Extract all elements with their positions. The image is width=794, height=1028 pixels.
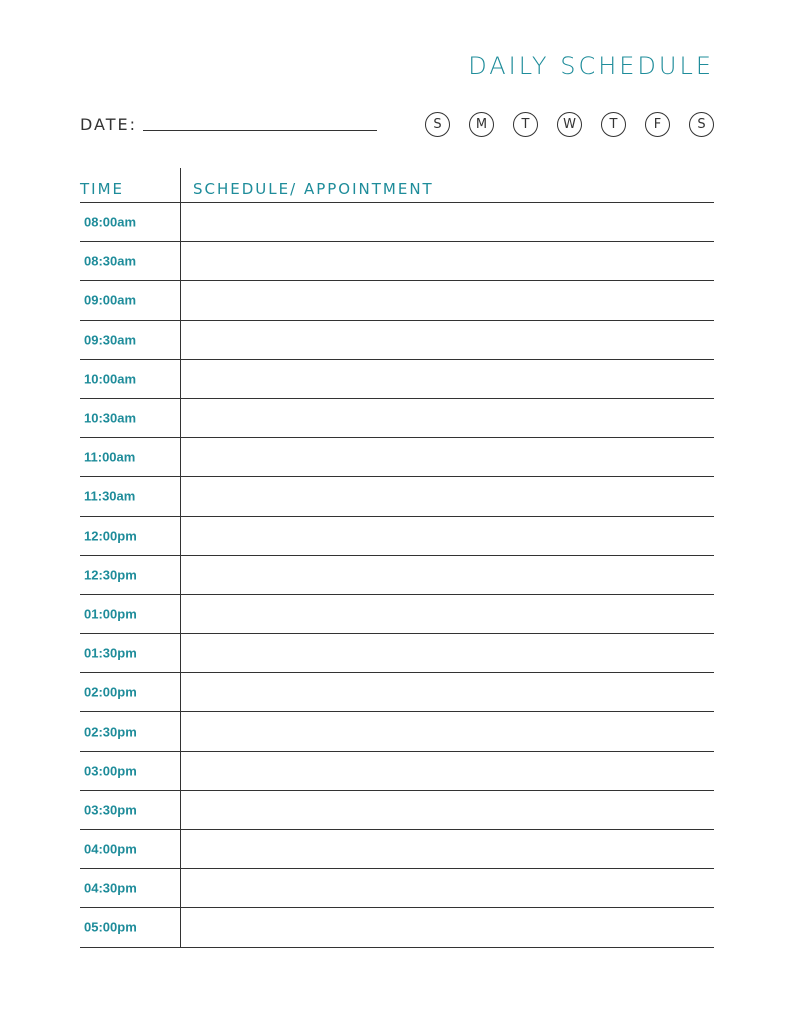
- table-row: [80, 477, 714, 516]
- time-slot-label: 01:30pm: [84, 645, 137, 661]
- date-row: [80, 112, 714, 142]
- appointment-cell[interactable]: [181, 477, 714, 515]
- day-circle-tuesday[interactable]: T: [513, 112, 538, 137]
- date-label: DATE:: [80, 115, 138, 134]
- day-circle-sunday[interactable]: S: [425, 112, 450, 137]
- table-row: [80, 556, 714, 595]
- day-circle-wednesday[interactable]: W: [557, 112, 582, 137]
- appointment-cell[interactable]: [181, 830, 714, 868]
- appointment-cell[interactable]: [181, 595, 714, 633]
- header-time: TIME: [80, 180, 125, 198]
- table-row: [80, 203, 714, 242]
- appointment-cell[interactable]: [181, 399, 714, 437]
- time-slot-label: 01:00pm: [84, 606, 137, 622]
- table-row: [80, 830, 714, 869]
- time-slot-label: 02:00pm: [84, 684, 137, 700]
- time-slot-label: 11:00am: [84, 449, 136, 465]
- day-circle-friday[interactable]: F: [645, 112, 670, 137]
- time-slot-label: 10:00am: [84, 371, 137, 387]
- table-row: [80, 438, 714, 477]
- appointment-cell[interactable]: [181, 321, 714, 359]
- time-slot-label: 09:00am: [84, 292, 137, 308]
- table-row: [80, 791, 714, 830]
- table-row: [80, 712, 714, 751]
- appointment-cell[interactable]: [181, 438, 714, 476]
- time-slot-label: 12:00pm: [84, 528, 137, 544]
- appointment-cell[interactable]: [181, 517, 714, 555]
- time-slot-label: 04:30pm: [84, 880, 137, 896]
- time-slot-label: 02:30pm: [84, 724, 137, 740]
- time-slot-label: 04:00pm: [84, 841, 137, 857]
- day-circle-saturday[interactable]: S: [689, 112, 714, 137]
- time-slot-list: [80, 203, 714, 948]
- day-circle-monday[interactable]: M: [469, 112, 494, 137]
- appointment-cell[interactable]: [181, 203, 714, 241]
- weekday-selector: [425, 112, 714, 137]
- appointment-cell[interactable]: [181, 281, 714, 319]
- header-schedule: SCHEDULE/ APPOINTMENT: [193, 180, 434, 198]
- table-row: [80, 673, 714, 712]
- appointment-cell[interactable]: [181, 712, 714, 750]
- appointment-cell[interactable]: [181, 242, 714, 280]
- table-row: [80, 634, 714, 673]
- schedule-table: [80, 168, 714, 948]
- date-input-line[interactable]: [143, 130, 377, 131]
- time-slot-label: 03:00pm: [84, 763, 137, 779]
- time-slot-label: 08:00am: [84, 214, 137, 230]
- table-row: [80, 595, 714, 634]
- appointment-cell[interactable]: [181, 908, 714, 946]
- time-slot-label: 03:30pm: [84, 802, 137, 818]
- table-row: [80, 869, 714, 908]
- table-row: [80, 360, 714, 399]
- table-row: [80, 242, 714, 281]
- time-slot-label: 05:00pm: [84, 919, 137, 935]
- page-title: DAILY SCHEDULE: [468, 52, 714, 80]
- table-row: [80, 281, 714, 320]
- time-slot-label: 12:30pm: [84, 567, 137, 583]
- day-circle-thursday[interactable]: T: [601, 112, 626, 137]
- appointment-cell[interactable]: [181, 752, 714, 790]
- table-row: [80, 321, 714, 360]
- appointment-cell[interactable]: [181, 634, 714, 672]
- time-slot-label: 10:30am: [84, 410, 137, 426]
- time-slot-label: 09:30am: [84, 332, 137, 348]
- table-row: [80, 908, 714, 947]
- time-slot-label: 11:30am: [84, 488, 136, 504]
- table-row: [80, 752, 714, 791]
- time-slot-label: 08:30am: [84, 253, 137, 269]
- table-row: [80, 399, 714, 438]
- appointment-cell[interactable]: [181, 556, 714, 594]
- table-header: [80, 168, 714, 203]
- table-row: [80, 517, 714, 556]
- appointment-cell[interactable]: [181, 869, 714, 907]
- appointment-cell[interactable]: [181, 673, 714, 711]
- appointment-cell[interactable]: [181, 791, 714, 829]
- appointment-cell[interactable]: [181, 360, 714, 398]
